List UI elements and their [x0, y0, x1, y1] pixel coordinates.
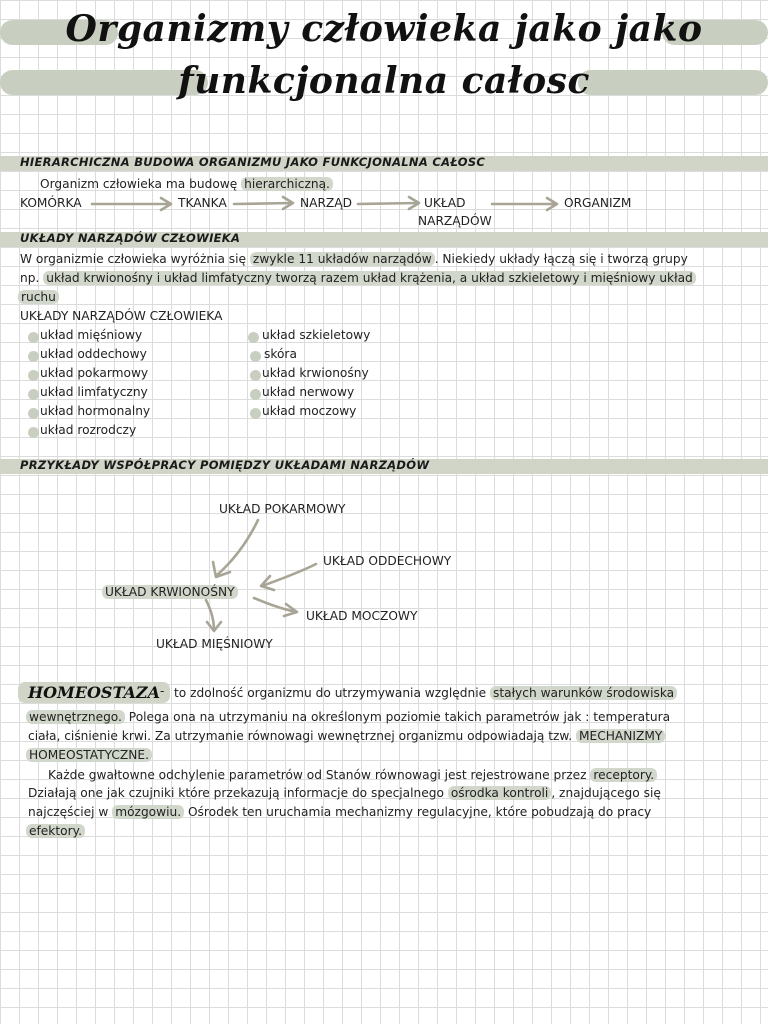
chain-narzad: NARZĄD — [300, 196, 352, 210]
arrow-pokarmowy-krwionosny — [213, 520, 258, 577]
arrow-narzad-uklad — [358, 197, 419, 209]
chain-narzadow: NARZĄDÓW — [418, 214, 492, 228]
homeostaza-line3: ciała, ciśnienie krwi. Za utrzymanie równowagi wewnętrznej organizmu odpowiadają tzw. MECHANIZMY — [28, 727, 665, 746]
list-item: układ nerwowy — [262, 385, 355, 399]
chain-uklad: UKŁAD — [424, 196, 466, 210]
list-item: układ moczowy — [262, 404, 357, 418]
section2-line3: ruchu — [18, 288, 59, 307]
section1-intro: Organizm człowieka ma budowę hierarchiczną. — [40, 175, 333, 194]
node-uklad-oddechowy: UKŁAD ODDECHOWY — [323, 554, 452, 568]
section1-heading: HIERARCHICZNA BUDOWA ORGANIZMU JAKO FUNKCJONALNA CAŁOSC — [20, 155, 486, 169]
chain-organizm: ORGANIZM — [564, 196, 632, 210]
node-uklad-moczowy: UKŁAD MOCZOWY — [306, 609, 418, 623]
node-uklad-krwionosny: UKŁAD KRWIONOŚNY — [102, 585, 238, 599]
homeostaza-dash: - — [160, 684, 165, 698]
page-title-line2: funkcjonalna całosc — [178, 60, 590, 102]
homeostaza-line8: efektory. — [26, 822, 85, 841]
homeostaza-line6: Działają one jak czujniki które przekazują informacje do specjalnego ośrodka kontroli , znajdującego się — [28, 786, 661, 800]
list-item: skóra — [264, 347, 297, 361]
arrow-krwionosny-moczowy — [254, 598, 297, 616]
page-title-line1: Organizmy człowieka jako jako — [65, 8, 703, 50]
chain-tkanka: TKANKA — [178, 196, 227, 210]
section2-heading: UKŁADY NARZĄDÓW CZŁOWIEKA — [20, 231, 241, 245]
list-item: układ rozrodczy — [40, 423, 137, 437]
node-uklad-pokarmowy: UKŁAD POKARMOWY — [219, 502, 346, 516]
homeostaza-line4: HOMEOSTATYCZNE. — [26, 746, 152, 765]
homeostaza-line5: Każde gwałtowne odchylenie parametrów od Stanów równowagi jest rejestrowane przez receptory. — [48, 766, 657, 785]
homeostaza-line2: wewnętrznego. Polega ona na utrzymaniu na określonym poziomie takich parametrów jak : temperatura — [26, 708, 670, 727]
list-item: układ mięśniowy — [40, 328, 143, 342]
list-item: układ krwionośny — [262, 366, 369, 380]
arrow-tkanka-narzad — [234, 197, 293, 209]
section2-line2: np. układ krwionośny i układ limfatyczny tworzą razem układ krążenia, a układ szkieletowy i mięśniowy układ — [20, 269, 696, 288]
arrow-uklad-organizm — [492, 198, 557, 210]
node-uklad-miesniowy: UKŁAD MIĘŚNIOWY — [156, 637, 273, 651]
list-item: układ pokarmowy — [40, 366, 149, 380]
section2-line1: W organizmie człowieka wyróżnia się zwykle 11 układów narządów . Niekiedy układy łączą się i tworzą grupy — [20, 252, 688, 266]
list-item: układ szkieletowy — [262, 328, 371, 342]
organ-systems-list-title: UKŁADY NARZĄDÓW CZŁOWIEKA — [20, 309, 223, 323]
list-item: układ limfatyczny — [40, 385, 148, 399]
list-item: układ oddechowy — [40, 347, 147, 361]
homeostaza-line7: najczęściej w mózgowiu. Ośrodek ten uruchamia mechanizmy regulacyjne, które pobudzają do pracy — [28, 805, 652, 819]
arrow-komorka-tkanka — [92, 198, 171, 210]
homeostaza-line1: to zdolność organizmu do utrzymywania względnie stałych warunków środowiska — [174, 684, 677, 703]
arrow-oddechowy-krwionosny — [261, 564, 316, 590]
list-item: układ hormonalny — [40, 404, 151, 418]
section3-heading: PRZYKŁADY WSPÓŁPRACY POMIĘDZY UKŁADAMI NARZĄDÓW — [20, 458, 430, 472]
homeostaza-term: HOMEOSTAZA — [18, 682, 170, 703]
arrow-krwionosny-miesniowy — [206, 600, 221, 631]
chain-komorka: KOMÓRKA — [20, 196, 82, 210]
